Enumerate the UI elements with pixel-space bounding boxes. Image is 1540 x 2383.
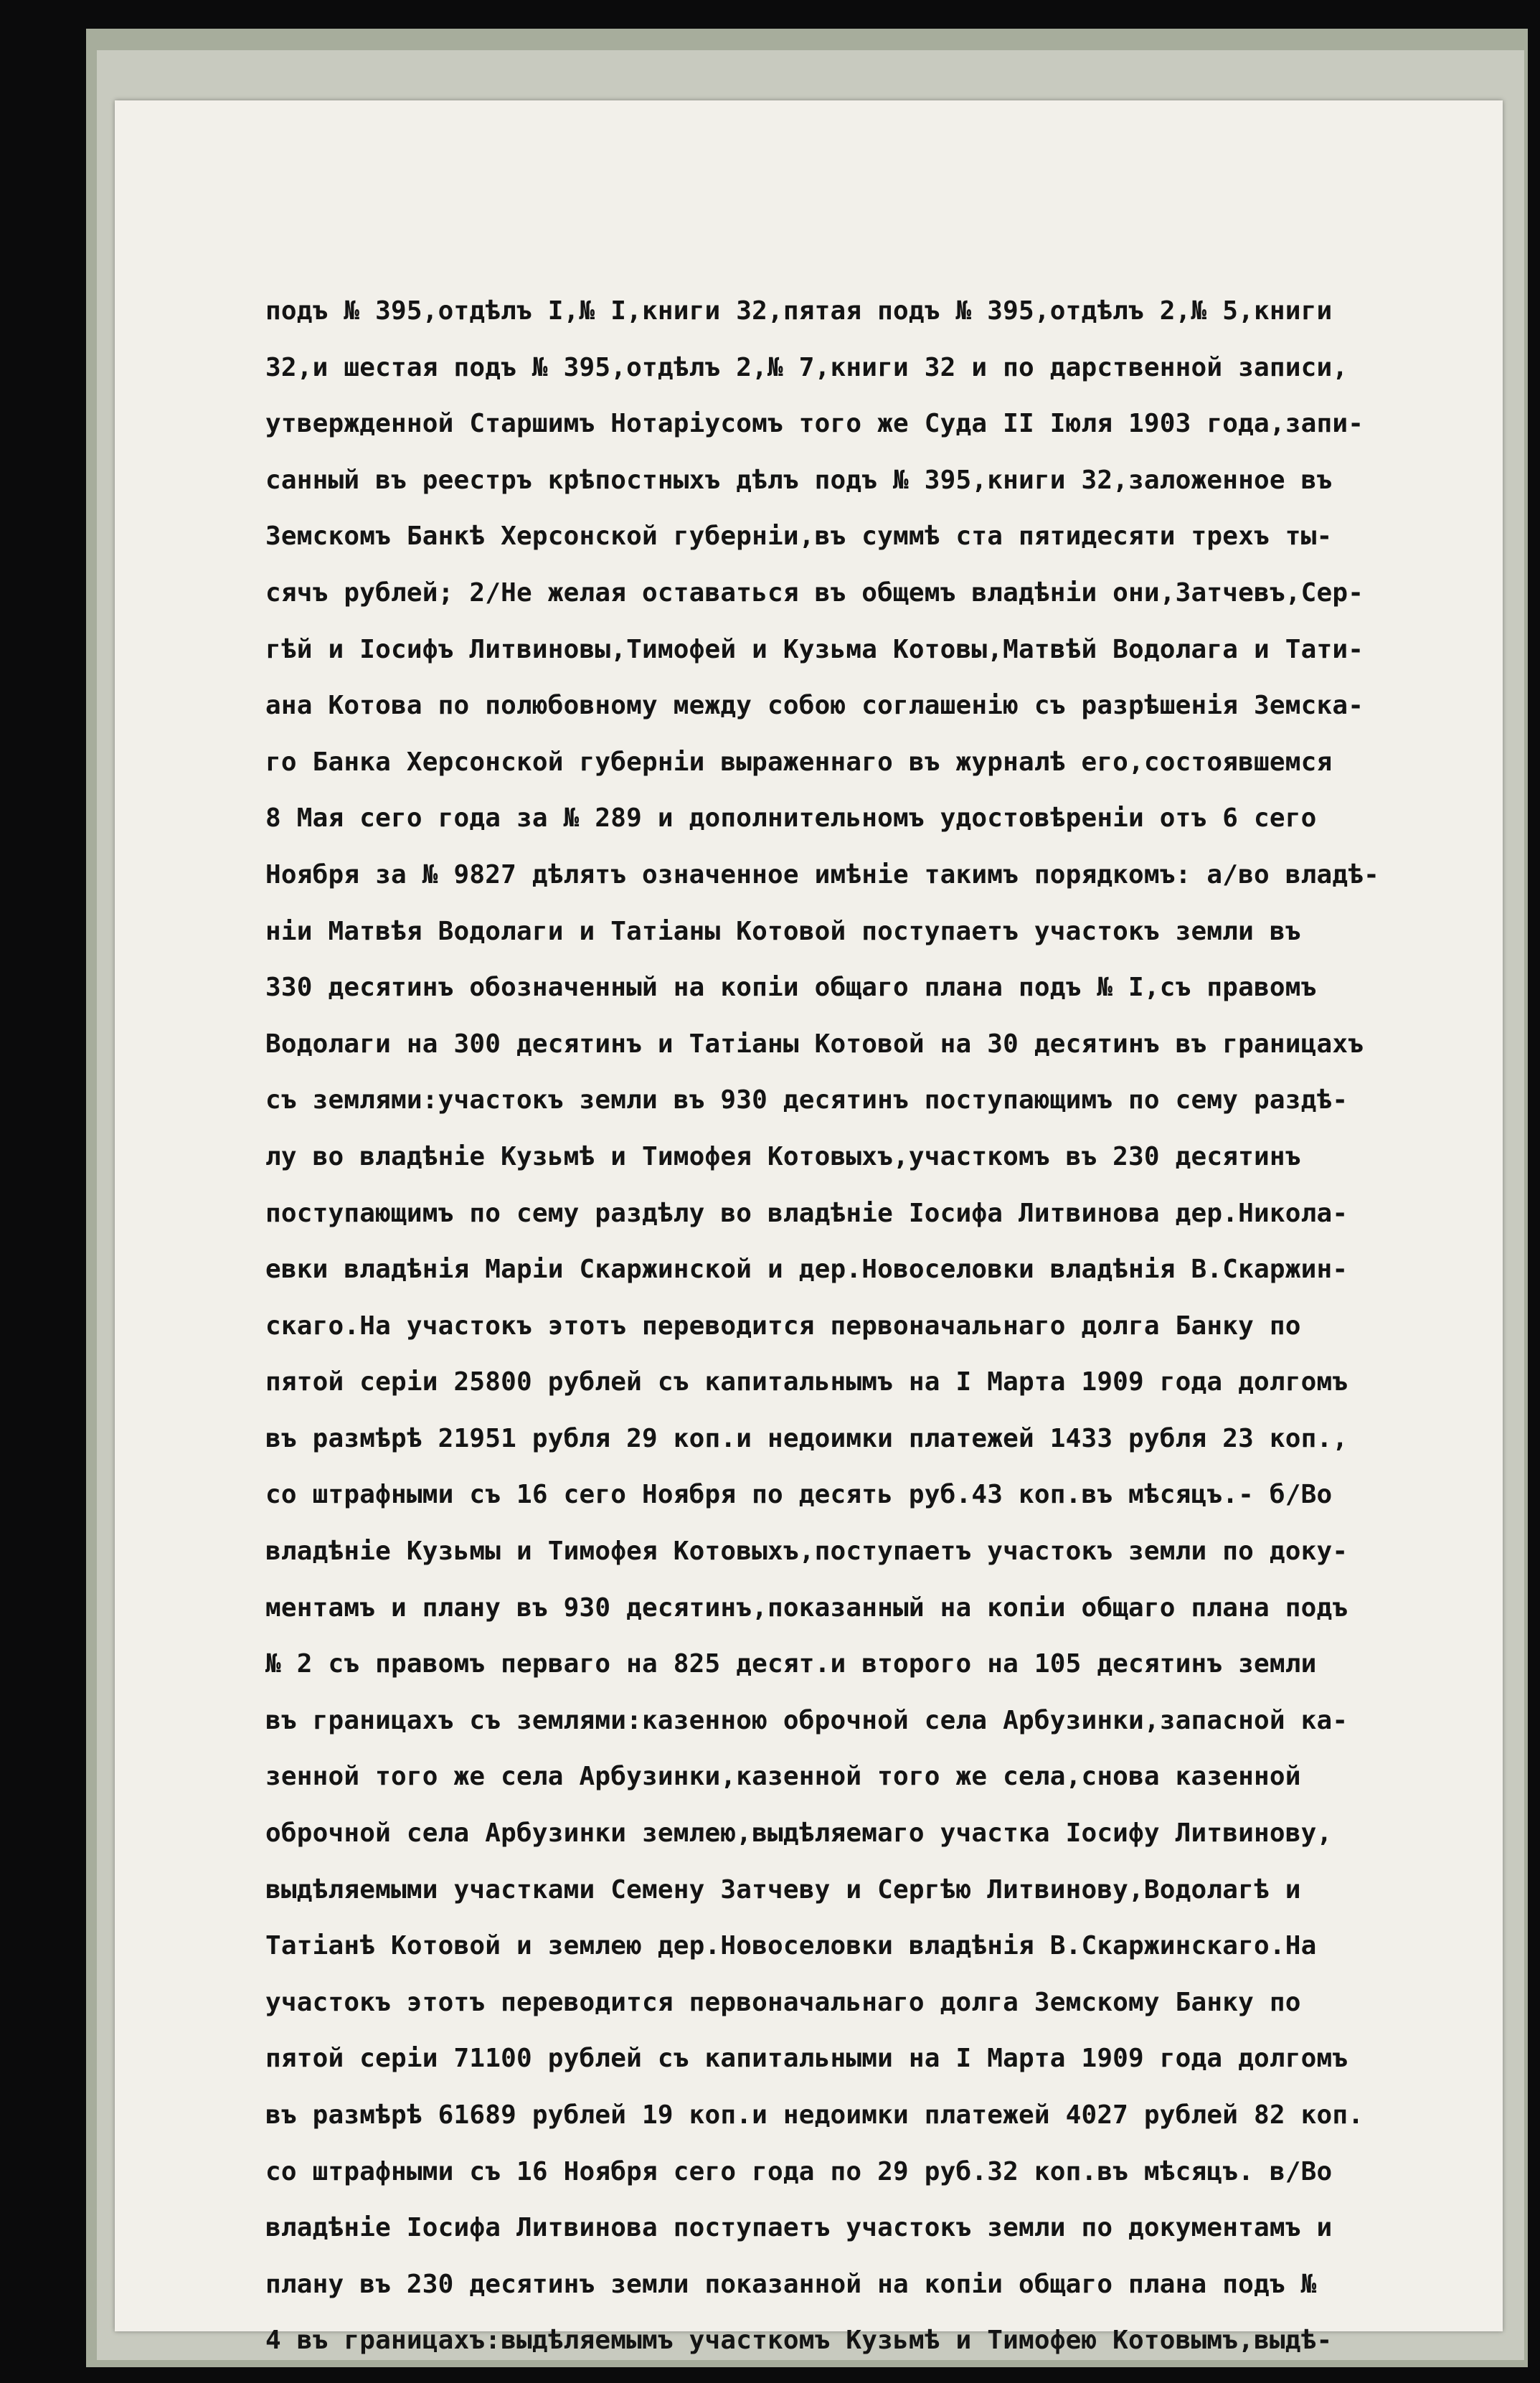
text-line: скаго.На участокъ этотъ переводится первоначальнаго долга Банку по — [265, 1311, 1301, 1341]
text-line: пятой серіи 71100 рублей съ капитальными на I Марта 1909 года долгомъ — [265, 2044, 1348, 2074]
text-line: 8 Мая сего года за № 289 и дополнительномъ удостовѣреніи отъ 6 сего — [265, 803, 1317, 834]
text-line: плану въ 230 десятинъ земли показанной на копіи общаго плана подъ № — [265, 2269, 1317, 2299]
text-line: оброчной села Арбузинки землею,выдѣляемаго участка Іосифу Литвинову, — [265, 1818, 1333, 1849]
text-line: подъ № 395,отдѣлъ I,№ I,книги 32,пятая подъ № 395,отдѣлъ 2,№ 5,книги — [265, 296, 1333, 326]
text-line: пятой серіи 25800 рублей съ капитальнымъ на I Марта 1909 года долгомъ — [265, 1367, 1348, 1397]
text-line: гѣй и Іосифъ Литвиновы,Тимофей и Кузьма Котовы,Матвѣй Водолага и Тати- — [265, 634, 1364, 664]
text-line: 330 десятинъ обозначенный на копіи общаго плана подъ № I,съ правомъ — [265, 973, 1317, 1003]
text-line: лу во владѣніе Кузьмѣ и Тимофея Котовыхъ,участкомъ въ 230 десятинъ — [265, 1141, 1301, 1171]
text-line: сячъ рублей; 2/Не желая оставаться въ общемъ владѣніи они,Затчевъ,Сер- — [265, 577, 1364, 608]
text-line: владѣніе Кузьмы и Тимофея Котовыхъ,поступаетъ участокъ земли по доку- — [265, 1537, 1348, 1567]
text-line: владѣніе Іосифа Литвинова поступаетъ участокъ земли по документамъ и — [265, 2213, 1333, 2243]
text-line: съ землями:участокъ земли въ 930 десятинъ поступающимъ по сему раздѣ- — [265, 1085, 1348, 1115]
text-line: ментамъ и плану въ 930 десятинъ,показанный на копіи общаго плана подъ — [265, 1592, 1348, 1623]
text-line: евки владѣнія Маріи Скаржинской и дер.Новоселовки владѣнія В.Скаржин- — [265, 1255, 1348, 1285]
text-line: зенной того же села Арбузинки,казенной того же села,снова казенной — [265, 1762, 1301, 1792]
text-line: выдѣляемыми участками Семену Затчеву и Сергѣю Литвинову,Водолагѣ и — [265, 1874, 1301, 1905]
text-line: поступающимъ по сему раздѣлу во владѣніе Іосифа Литвинова дер.Никола- — [265, 1198, 1348, 1228]
text-line: Водолаги на 300 десятинъ и Татіаны Котовой на 30 десятинъ въ границахъ — [265, 1029, 1364, 1059]
text-line: Земскомъ Банкѣ Херсонской губерніи,въ суммѣ ста пятидесяти трехъ ты- — [265, 522, 1333, 552]
text-line: ніи Матвѣя Водолаги и Татіаны Котовой поступаетъ участокъ земли въ — [265, 916, 1301, 946]
document-body — [265, 283, 1499, 2369]
text-line: ана Котова по полюбовному между собою соглашенію съ разрѣшенія Земска- — [265, 691, 1364, 721]
text-line: въ размѣрѣ 61689 рублей 19 коп.и недоимки платежей 4027 рублей 82 коп. — [265, 2100, 1364, 2130]
text-line: го Банка Херсонской губерніи выраженнаго въ журналѣ его,состоявшемся — [265, 747, 1333, 777]
text-line: участокъ этотъ переводится первоначальнаго долга Земскому Банку по — [265, 1987, 1301, 2017]
text-line: со штрафными съ 16 Ноября сего года по 29 руб.32 коп.въ мѣсяцъ. в/Во — [265, 2156, 1333, 2186]
text-line: № 2 съ правомъ перваго на 825 десят.и второго на 105 десятинъ земли — [265, 1649, 1317, 1679]
text-line: 32,и шестая подъ № 395,отдѣлъ 2,№ 7,книги 32 и по дарственной записи, — [265, 352, 1348, 382]
text-line: Ноября за № 9827 дѣлятъ означенное имѣніе такимъ порядкомъ: а/во владѣ- — [265, 859, 1380, 890]
text-line: въ размѣрѣ 21951 рубля 29 коп.и недоимки платежей 1433 рубля 23 коп., — [265, 1423, 1348, 1453]
text-line: утвержденной Старшимъ Нотаріусомъ того же Суда II Іюля 1903 года,запи- — [265, 409, 1364, 439]
text-line: со штрафными съ 16 сего Ноября по десять руб.43 коп.въ мѣсяцъ.- б/Во — [265, 1480, 1333, 1510]
text-line: Татіанѣ Котовой и землею дер.Новоселовки владѣнія В.Скаржинскаго.На — [265, 1931, 1317, 1961]
text-line: въ границахъ съ землями:казенною оброчной села Арбузинки,запасной ка- — [265, 1705, 1348, 1735]
text-line: 4 въ границахъ:выдѣляемымъ участкомъ Кузьмѣ и Тимофею Котовымъ,выдѣ- — [265, 2326, 1333, 2356]
text-line: санный въ реестръ крѣпостныхъ дѣлъ подъ № 395,книги 32,заложенное въ — [265, 465, 1333, 495]
